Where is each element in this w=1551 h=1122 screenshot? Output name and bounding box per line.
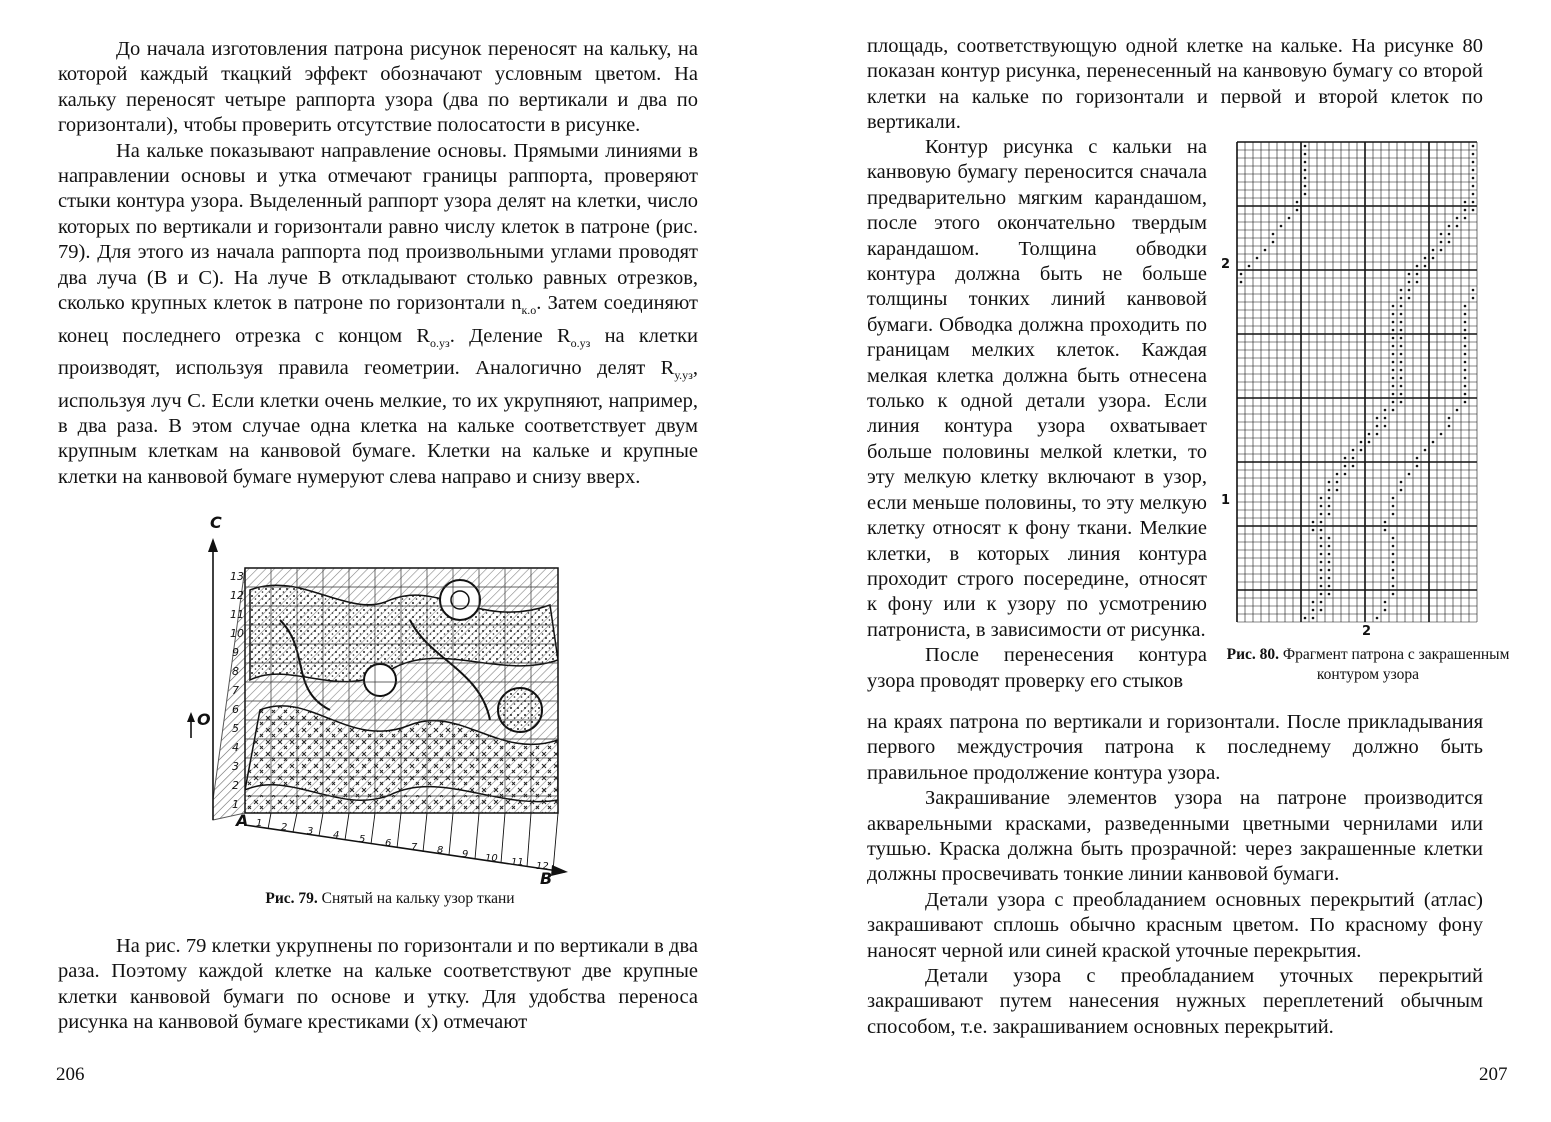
contour-dot (1328, 569, 1331, 572)
contour-dot (1440, 233, 1443, 236)
column-number: 3 (307, 826, 314, 837)
contour-dot (1400, 289, 1403, 292)
figure-79-tracing (180, 510, 600, 890)
contour-dot (1392, 337, 1395, 340)
contour-dot (1304, 177, 1307, 180)
contour-dot (1320, 537, 1323, 540)
canvas-grid (1237, 142, 1477, 622)
contour-dot (1400, 481, 1403, 484)
contour-dot (1328, 505, 1331, 508)
column-number: 8 (437, 845, 444, 856)
contour-dot (1464, 209, 1467, 212)
left-page (0, 0, 775, 1122)
contour-dot (1312, 529, 1315, 532)
contour-dot (1464, 369, 1467, 372)
paragraph: Контур рисунка с кальки на канвовую бумагу переносится сначала предварительно мягким карандашом, после этого окончательно твердым карандашом. Толщина обводки контура должна быть не больше толщины тонких линий канвовой бумаги. Обводка должна проходить по границам мелких клеток. Каждая мелкая клетка должна быть отнесена только к одной детали узора. Если линия контура узора охватывает больше половины мелкой клетки, то эту мелкую клетку включают в узор, если меньше половины, то эту мелкую клетку относят к фону ткани. Мелкие клетки, в которых линия контура проходит строго посередине, относят к фону или к узору по усмотрению патрониста, в зависимости от рисунка. (867, 136, 1207, 641)
contour-dot (1344, 465, 1347, 468)
subscript: о.уз (430, 335, 450, 350)
caption-label: Рис. 79. (265, 890, 318, 907)
text-run: . Деление R (449, 324, 571, 347)
contour-dot (1384, 529, 1387, 532)
contour-dot (1400, 377, 1403, 380)
label-b: B (540, 869, 553, 888)
contour-dot (1296, 209, 1299, 212)
contour-dot (1464, 201, 1467, 204)
contour-dot (1464, 393, 1467, 396)
text-run: , используя луч С. Если клетки очень мелкие, то их укрупняют, например, в два раза. В этом случае одна клетка на кальке соответствует двум крупным клеткам на канвовой бумаге. Клетки на кальке и крупные клетки на канвовой бумаге нумеруют слева направо и снизу вверх. (58, 357, 698, 488)
row-number: 5 (232, 722, 239, 735)
contour-dot (1392, 537, 1395, 540)
left-text-top (58, 37, 698, 490)
contour-dot (1264, 249, 1267, 252)
contour-dot (1320, 585, 1323, 588)
contour-dot (1464, 377, 1467, 380)
contour-dot (1240, 273, 1243, 276)
contour-dot (1328, 537, 1331, 540)
contour-dot (1376, 617, 1379, 620)
paragraph (58, 139, 698, 491)
contour-dot (1408, 473, 1411, 476)
contour-dot (1408, 297, 1411, 300)
contour-dot (1312, 601, 1315, 604)
row-number: 2 (232, 779, 239, 792)
arrow-up-icon (187, 712, 195, 722)
contour-dot (1352, 465, 1355, 468)
column-number: 11 (511, 857, 524, 868)
contour-dot (1392, 513, 1395, 516)
caption-label: Рис. 80. (1226, 646, 1280, 663)
figure-79-caption (180, 889, 600, 909)
contour-dot (1392, 321, 1395, 324)
contour-dot (1352, 449, 1355, 452)
contour-dot (1392, 585, 1395, 588)
paragraph: площадь, соответствующую одной клетке на кальке. На рисунке 80 показан контур рисунка, перенесенный на канвовую бумагу со второй клетки на кальке по горизонтали и первой и второй клеток по вертикали. (867, 35, 1483, 134)
contour-dot (1400, 305, 1403, 308)
contour-dot (1400, 489, 1403, 492)
contour-dot (1384, 609, 1387, 612)
row-number: 12 (230, 589, 244, 602)
contour-dot (1280, 225, 1283, 228)
contour-dot (1400, 297, 1403, 300)
grid-label: 2 (1362, 624, 1372, 639)
contour-dot (1392, 377, 1395, 380)
contour-dot (1448, 425, 1451, 428)
contour-dot (1400, 369, 1403, 372)
contour-dot (1392, 305, 1395, 308)
contour-dot (1392, 313, 1395, 316)
label-c: C (210, 513, 222, 532)
contour-dot (1240, 281, 1243, 284)
contour-dot (1416, 273, 1419, 276)
contour-dot (1392, 409, 1395, 412)
grid-label: 1 (1221, 493, 1231, 508)
contour-dot (1472, 177, 1475, 180)
right-text-bottom (867, 710, 1483, 1040)
contour-dot (1256, 257, 1259, 260)
contour-dot (1304, 193, 1307, 196)
contour-dot (1464, 385, 1467, 388)
contour-dot (1392, 369, 1395, 372)
contour-dot (1464, 361, 1467, 364)
contour-dot (1472, 169, 1475, 172)
contour-dot (1464, 305, 1467, 308)
contour-dot (1320, 609, 1323, 612)
contour-dot (1400, 329, 1403, 332)
contour-dot (1320, 497, 1323, 500)
contour-dot (1432, 249, 1435, 252)
row-number: 8 (232, 665, 239, 678)
row-number: 6 (232, 703, 239, 716)
label-o: О (197, 710, 211, 729)
contour-dot (1432, 257, 1435, 260)
contour-dot (1400, 353, 1403, 356)
caption-text: Фрагмент патрона с закрашенным контуром узора (1279, 646, 1510, 683)
contour-dot (1416, 465, 1419, 468)
contour-dot (1312, 521, 1315, 524)
paragraph: Детали узора с преобладанием основных перекрытий (атлас) закрашивают сплошь обычно красным цветом. По красному фону наносят черной или синей краской уточные перекрытия. (867, 888, 1483, 962)
contour-dot (1304, 185, 1307, 188)
contour-dot (1440, 433, 1443, 436)
contour-dot (1400, 401, 1403, 404)
contour-dot (1392, 553, 1395, 556)
contour-dot (1336, 481, 1339, 484)
contour-dot (1456, 225, 1459, 228)
contour-dot (1424, 257, 1427, 260)
contour-dot (1424, 449, 1427, 452)
contour-dot (1392, 593, 1395, 596)
contour-dot (1304, 169, 1307, 172)
caption-text: Снятый на кальку узор ткани (317, 890, 515, 907)
left-text-bottom (58, 934, 698, 1036)
contour-dot (1320, 561, 1323, 564)
contour-dot (1400, 345, 1403, 348)
contour-dot (1472, 153, 1475, 156)
text-run: . Затем соединяют конец последнего отрезка с концом R (58, 292, 698, 347)
row-number: 11 (230, 608, 244, 621)
contour-dot (1328, 545, 1331, 548)
contour-dot (1344, 457, 1347, 460)
contour-dot (1464, 313, 1467, 316)
contour-dot (1392, 561, 1395, 564)
contour-dot (1392, 393, 1395, 396)
contour-dot (1392, 361, 1395, 364)
contour-dot (1312, 609, 1315, 612)
contour-dot (1448, 241, 1451, 244)
contour-dot (1416, 265, 1419, 268)
right-page (775, 0, 1551, 1122)
contour-dot (1384, 521, 1387, 524)
page-number: 206 (56, 1064, 85, 1085)
contour-dot (1472, 193, 1475, 196)
contour-dot (1464, 321, 1467, 324)
contour-dot (1304, 153, 1307, 156)
contour-dot (1472, 145, 1475, 148)
contour-dot (1408, 273, 1411, 276)
column-number: 6 (385, 838, 392, 849)
contour-dot (1288, 217, 1291, 220)
contour-dot (1320, 577, 1323, 580)
contour-dot (1416, 281, 1419, 284)
contour-dot (1464, 345, 1467, 348)
contour-dot (1392, 505, 1395, 508)
contour-dot (1400, 393, 1403, 396)
contour-dot (1432, 441, 1435, 444)
contour-dot (1464, 353, 1467, 356)
contour-dot (1304, 145, 1307, 148)
column-number: 4 (333, 830, 340, 841)
row-number: 10 (230, 627, 244, 640)
contour-dot (1248, 265, 1251, 268)
arrow-up-icon (208, 538, 218, 552)
contour-dot (1456, 409, 1459, 412)
contour-dot (1304, 161, 1307, 164)
contour-dot (1368, 441, 1371, 444)
contour-dot (1400, 313, 1403, 316)
row-number: 1 (232, 798, 239, 811)
contour-dot (1304, 617, 1307, 620)
contour-dot (1456, 217, 1459, 220)
contour-dot (1400, 337, 1403, 340)
column-number: 2 (281, 822, 288, 833)
contour-dot (1472, 289, 1475, 292)
contour-dot (1472, 185, 1475, 188)
contour-dot (1464, 401, 1467, 404)
contour-dot (1384, 417, 1387, 420)
contour-dot (1448, 225, 1451, 228)
contour-dot (1360, 441, 1363, 444)
contour-dot (1312, 617, 1315, 620)
grid-label: 2 (1221, 257, 1231, 272)
column-number: 1 (256, 818, 263, 829)
contour-dot (1328, 497, 1331, 500)
contour-dot (1392, 329, 1395, 332)
paragraph: на краях патрона по вертикали и горизонтали. После прикладывания первого междустрочия патрона к последнему должно быть правильное продолжение контура узора. (867, 711, 1483, 784)
contour-dot (1392, 497, 1395, 500)
contour-dot (1376, 417, 1379, 420)
right-text-top (867, 34, 1483, 136)
contour-dot (1320, 521, 1323, 524)
contour-dot (1408, 289, 1411, 292)
pattern-body (245, 568, 558, 813)
contour-dot (1392, 353, 1395, 356)
contour-dot (1400, 321, 1403, 324)
row-number: 9 (232, 646, 239, 659)
row-number: 13 (230, 570, 244, 583)
right-text-narrow (867, 135, 1207, 694)
contour-dot (1336, 473, 1339, 476)
figure-80-caption (1223, 645, 1513, 685)
subscript: у.уз (674, 368, 693, 383)
figure-80-pattern-fragment (1220, 132, 1510, 644)
subscript: к.о (521, 303, 537, 318)
contour-dot (1360, 449, 1363, 452)
contour-dot (1336, 489, 1339, 492)
contour-dot (1440, 241, 1443, 244)
subscript: о.уз (570, 335, 591, 350)
page-number: 207 (1479, 1064, 1508, 1085)
contour-dot (1376, 433, 1379, 436)
contour-dot (1320, 505, 1323, 508)
column-number: 12 (536, 861, 549, 872)
contour-dot (1272, 233, 1275, 236)
contour-dot (1440, 249, 1443, 252)
contour-dot (1392, 401, 1395, 404)
contour-dot (1384, 409, 1387, 412)
contour-dot (1464, 217, 1467, 220)
contour-dot (1384, 425, 1387, 428)
paragraph: После перенесения контура узора проводят проверку его стыков (867, 644, 1207, 692)
contour-dot (1376, 425, 1379, 428)
contour-dot (1384, 601, 1387, 604)
row-number: 7 (232, 684, 239, 697)
column-number: 10 (485, 853, 498, 864)
contour-dot (1328, 593, 1331, 596)
contour-dot (1328, 489, 1331, 492)
contour-dot (1296, 201, 1299, 204)
column-number: 5 (359, 834, 366, 845)
contour-dot (1472, 297, 1475, 300)
contour-dot (1344, 473, 1347, 476)
column-number: 7 (411, 842, 418, 853)
contour-dot (1464, 329, 1467, 332)
contour-dot (1328, 513, 1331, 516)
label-a: A (236, 811, 249, 830)
contour-dot (1448, 417, 1451, 420)
contour-dot (1328, 553, 1331, 556)
contour-dot (1392, 569, 1395, 572)
contour-dot (1320, 569, 1323, 572)
contour-dot (1320, 553, 1323, 556)
paragraph: Закрашивание элементов узора на патроне производится акварельными красками, разведенными цветными чернилами или тушью. Краска должна быть прозрачной: через закрашенные клетки должны просвечивать тонкие линии канвовой бумаги. (867, 787, 1483, 886)
contour-dot (1320, 513, 1323, 516)
contour-dot (1392, 345, 1395, 348)
row-number: 4 (232, 741, 239, 754)
contour-dot (1328, 481, 1331, 484)
contour-dot (1464, 337, 1467, 340)
contour-dot (1320, 593, 1323, 596)
contour-dot (1328, 585, 1331, 588)
contour-dot (1392, 545, 1395, 548)
contour-dot (1400, 361, 1403, 364)
contour-dot (1416, 457, 1419, 460)
contour-dot (1328, 577, 1331, 580)
contour-dot (1320, 601, 1323, 604)
contour-dot (1472, 209, 1475, 212)
paragraph: До начала изготовления патрона рисунок переносят на кальку, на которой каждый ткацкий эффект обозначают условным цветом. На кальку переносят четыре раппорта узора (два по вертикали и два по горизонтали), чтобы проверить отсутствие полосатости в рисунке. (58, 38, 698, 137)
contour-dot (1400, 385, 1403, 388)
text-run: на клетки производят, используя правила геометрии. Аналогично делят R (58, 324, 699, 380)
contour-dot (1424, 265, 1427, 268)
paragraph: На рис. 79 клетки укрупнены по горизонтали и по вертикали в два раза. Поэтому каждой клетке на кальке соответствуют две крупные клетки канвовой бумаги по основе и утку. Для удобства переноса рисунка на канвовой бумаге крестиками (х) отмечают (58, 935, 698, 1034)
contour-dot (1448, 233, 1451, 236)
contour-dot (1408, 281, 1411, 284)
row-number: 3 (232, 760, 239, 773)
contour-dot (1392, 577, 1395, 580)
contour-dot (1272, 241, 1275, 244)
contour-dot (1472, 201, 1475, 204)
contour-dot (1320, 529, 1323, 532)
contour-dot (1368, 433, 1371, 436)
contour-dot (1352, 457, 1355, 460)
contour-dot (1472, 161, 1475, 164)
contour-dot (1320, 545, 1323, 548)
paragraph: Детали узора с преобладанием уточных перекрытий закрашивают путем нанесения нужных переплетений обычным способом, т.е. закрашиванием основных перекрытий. (867, 965, 1483, 1038)
text-run: На кальке показывают направление основы. Прямыми линиями в направлении основы и утка отмечают границы раппорта, проверяют стыки контура узора. Выделенный раппорт узора делят на клетки, число которых по вертикали и горизонтали равно числу клеток в патроне (рис. 79). Для этого из начала раппорта под произвольными углами проводят два луча (В и С). На луче В откладывают столько равных отрезков, сколько крупных клеток в патроне по горизонтали n (58, 139, 698, 315)
contour-dot (1328, 561, 1331, 564)
column-number: 9 (462, 849, 469, 860)
contour-dot (1392, 385, 1395, 388)
